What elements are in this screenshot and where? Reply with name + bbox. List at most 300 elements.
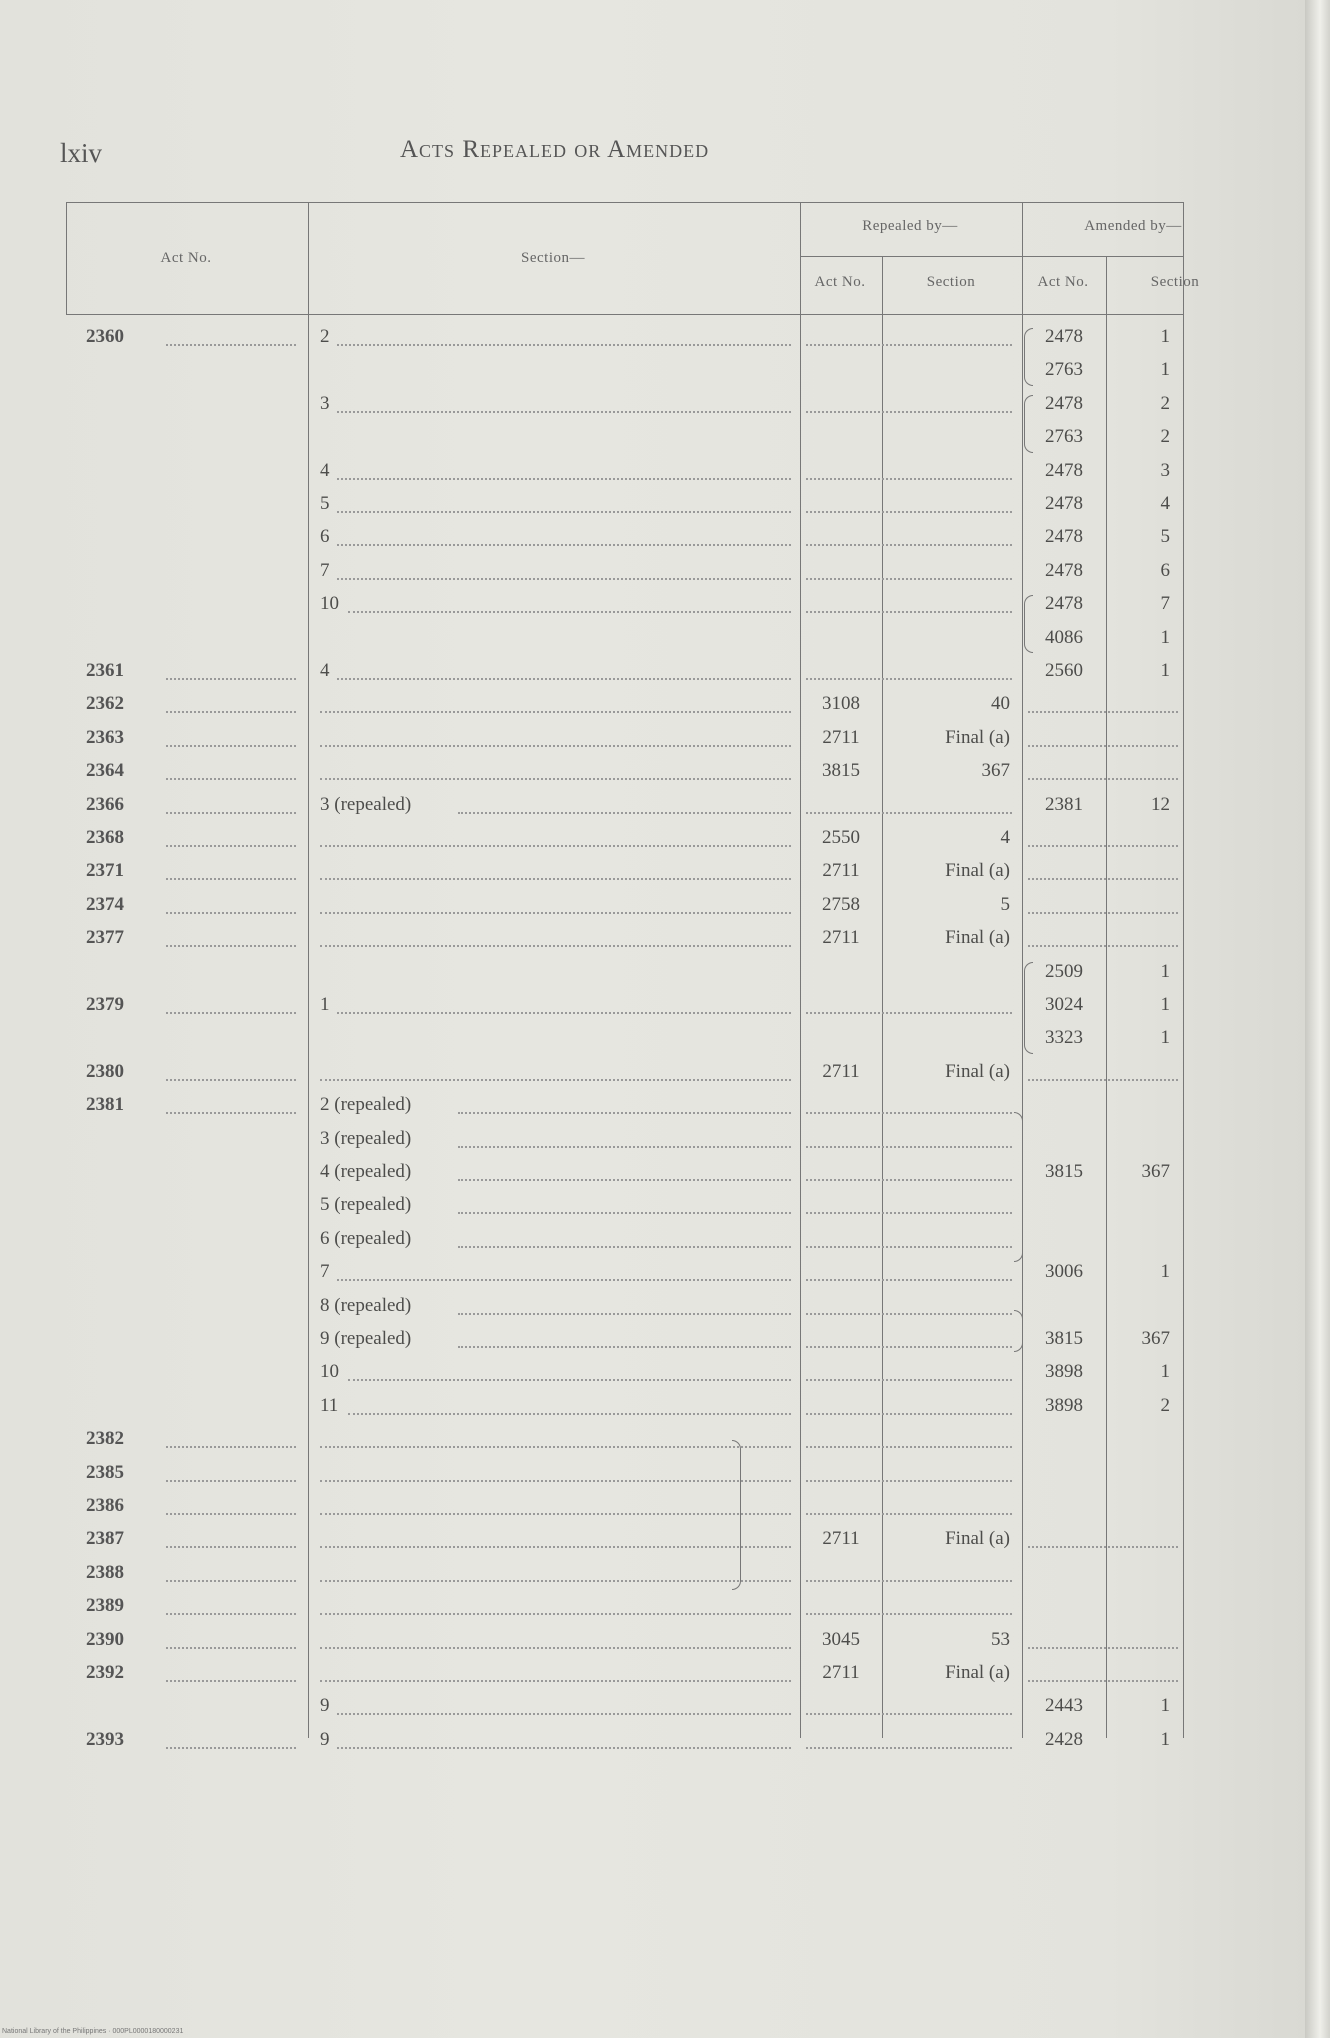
cell-section xyxy=(320,756,540,786)
leader-dots xyxy=(166,1546,296,1548)
cell-amd-sec: 12 xyxy=(1151,793,1170,815)
cell-act: 2371 xyxy=(86,860,124,882)
cell-amd-act xyxy=(1024,1224,1104,1254)
cell-act: 2360 xyxy=(86,326,124,347)
col-rule xyxy=(1022,202,1023,1738)
cell-amd-act xyxy=(1024,1491,1104,1521)
cell-rep-sec: 53 xyxy=(991,1628,1010,1650)
cell-rep-sec xyxy=(884,1357,1010,1387)
cell-rep-sec: 4 xyxy=(1000,827,1010,848)
cell-rep-act xyxy=(802,1190,880,1220)
header-bottom-rule xyxy=(66,314,1183,315)
leader-dots xyxy=(166,678,296,680)
cell-rep-act xyxy=(802,957,880,987)
leader-dots xyxy=(320,711,791,713)
cell-act xyxy=(86,589,226,619)
cell-rep-act xyxy=(802,1591,880,1621)
leader-dots xyxy=(320,878,791,880)
cell-rep-sec xyxy=(884,656,1010,686)
leader-dots xyxy=(806,678,1012,680)
cell-rep-sec xyxy=(884,322,1010,352)
cell-act: 2388 xyxy=(86,1561,124,1583)
cell-rep-sec xyxy=(884,1558,1010,1588)
cell-act xyxy=(86,422,226,452)
col-rule xyxy=(800,202,801,1738)
cell-rep-sec: Final (a) xyxy=(945,860,1010,882)
leader-dots xyxy=(337,1279,791,1281)
leader-dots xyxy=(458,1146,791,1148)
cell-rep-sec xyxy=(884,1157,1010,1187)
leader-dots xyxy=(458,1212,791,1214)
cell-amd-act: 4086 xyxy=(1045,626,1083,648)
leader-dots xyxy=(458,1246,791,1248)
cell-rep-act xyxy=(802,1090,880,1120)
cell-section xyxy=(320,1625,540,1655)
leader-dots xyxy=(320,912,791,914)
cell-act xyxy=(86,1157,226,1187)
cell-section: 6 xyxy=(320,526,330,548)
cell-amd-act: 2509 xyxy=(1045,960,1083,982)
leader-dots xyxy=(1028,1647,1178,1649)
leader-dots xyxy=(337,578,791,580)
cell-rep-sec xyxy=(884,623,1010,653)
leader-dots xyxy=(806,1747,1012,1749)
cell-rep-act xyxy=(802,790,880,820)
cell-section xyxy=(320,1524,540,1554)
cell-section: 11 xyxy=(320,1394,339,1416)
leader-dots xyxy=(806,1413,1012,1415)
cell-amd-act xyxy=(1024,1558,1104,1588)
leader-dots xyxy=(1028,945,1178,947)
cell-amd-sec: 6 xyxy=(1160,559,1170,581)
cell-rep-act xyxy=(802,1157,880,1187)
cell-rep-act xyxy=(802,623,880,653)
cell-rep-sec xyxy=(884,1691,1010,1721)
leader-dots xyxy=(1028,1079,1178,1081)
cell-section: 3 xyxy=(320,392,330,414)
table-top-rule xyxy=(66,202,1183,203)
cell-rep-sec xyxy=(884,1591,1010,1621)
cell-section: 4 (repealed) xyxy=(320,1161,412,1182)
cell-act: 2381 xyxy=(86,1094,124,1116)
leader-dots xyxy=(1028,912,1178,914)
leader-dots xyxy=(806,611,1012,613)
cell-amd-sec xyxy=(1108,1625,1170,1655)
cell-act xyxy=(86,1190,226,1220)
cell-act: 2380 xyxy=(86,1060,124,1082)
leader-dots xyxy=(1028,845,1178,847)
cell-amd-sec xyxy=(1108,1558,1170,1588)
cell-amd-act: 2478 xyxy=(1045,459,1083,481)
cell-amd-act xyxy=(1024,1591,1104,1621)
cell-section: 2 xyxy=(320,326,330,347)
header-repealed-section: Section xyxy=(926,274,976,290)
cell-rep-act xyxy=(802,556,880,586)
cell-rep-act xyxy=(802,1357,880,1387)
cell-rep-sec xyxy=(884,355,1010,385)
cell-rep-sec xyxy=(884,990,1010,1020)
leader-dots xyxy=(806,1279,1012,1281)
cell-rep-act xyxy=(802,1725,880,1755)
cell-act xyxy=(86,355,226,385)
cell-amd-sec: 1 xyxy=(1160,1728,1170,1750)
book-spine-edge xyxy=(1305,0,1330,2038)
cell-act: 2389 xyxy=(86,1595,124,1617)
cell-section: 4 xyxy=(320,660,330,681)
cell-amd-sec xyxy=(1108,1491,1170,1521)
cell-rep-act xyxy=(802,1257,880,1287)
cell-rep-act xyxy=(802,1691,880,1721)
cell-act xyxy=(86,489,226,519)
leader-dots xyxy=(166,1079,296,1081)
cell-section: 3 (repealed) xyxy=(320,1127,412,1149)
leader-dots xyxy=(1028,1680,1178,1682)
leader-dots xyxy=(166,745,296,747)
leader-dots xyxy=(166,1112,296,1114)
leader-dots xyxy=(320,745,791,747)
cell-rep-act: 2711 xyxy=(822,860,860,882)
leader-dots xyxy=(1028,745,1178,747)
leader-dots xyxy=(806,511,1012,513)
cell-rep-sec xyxy=(884,1090,1010,1120)
cell-amd-act: 3815 xyxy=(1045,1328,1083,1349)
cell-act xyxy=(86,1391,226,1421)
cell-rep-sec xyxy=(884,957,1010,987)
cell-section: 5 xyxy=(320,493,330,514)
leader-dots xyxy=(320,778,791,780)
cell-act: 2387 xyxy=(86,1528,124,1550)
leader-dots xyxy=(320,1480,791,1482)
cell-rep-sec: 5 xyxy=(1000,893,1010,915)
leader-dots xyxy=(166,1446,296,1448)
cell-amd-sec xyxy=(1108,689,1170,719)
leader-dots xyxy=(320,1613,791,1615)
cell-amd-act xyxy=(1024,689,1104,719)
leader-dots xyxy=(806,1179,1012,1181)
cell-rep-sec xyxy=(884,1491,1010,1521)
cell-amd-act xyxy=(1024,1625,1104,1655)
cell-act: 2377 xyxy=(86,927,124,949)
header-amended-section: Section xyxy=(1150,274,1200,290)
cell-section: 5 (repealed) xyxy=(320,1194,412,1216)
cell-amd-sec xyxy=(1108,723,1170,753)
cell-act: 2364 xyxy=(86,760,124,782)
cell-act: 2386 xyxy=(86,1495,124,1516)
cell-rep-sec xyxy=(884,1424,1010,1454)
leader-dots xyxy=(320,1647,791,1649)
cell-section xyxy=(320,623,540,653)
header-repealed-by: Repealed by— xyxy=(862,218,958,234)
cell-section xyxy=(320,1558,540,1588)
cell-amd-sec xyxy=(1108,823,1170,853)
cell-amd-act: 2763 xyxy=(1045,426,1083,448)
leader-dots xyxy=(166,1480,296,1482)
cell-amd-act: 2478 xyxy=(1045,392,1083,414)
cell-rep-sec: Final (a) xyxy=(945,1528,1010,1550)
cell-section xyxy=(320,856,540,886)
cell-rep-sec: Final (a) xyxy=(945,726,1010,748)
cell-rep-act xyxy=(802,1224,880,1254)
cell-rep-sec: 367 xyxy=(981,760,1010,782)
leader-dots xyxy=(337,678,791,680)
cell-amd-sec xyxy=(1108,1291,1170,1321)
leader-dots xyxy=(806,1480,1012,1482)
cell-amd-sec: 1 xyxy=(1160,1695,1170,1717)
page-title: Acts Repealed or Amended xyxy=(400,136,710,163)
cell-amd-sec: 1 xyxy=(1160,326,1170,347)
cell-act xyxy=(86,1357,226,1387)
cell-rep-sec xyxy=(884,389,1010,419)
cell-rep-sec: Final (a) xyxy=(945,927,1010,949)
leader-dots xyxy=(320,945,791,947)
cell-amd-act xyxy=(1024,1524,1104,1554)
leader-dots xyxy=(806,1012,1012,1014)
cell-section xyxy=(320,1424,540,1454)
leader-dots xyxy=(337,344,791,346)
leader-dots xyxy=(337,1713,791,1715)
cell-amd-sec: 2 xyxy=(1160,426,1170,448)
cell-act: 2392 xyxy=(86,1662,124,1683)
cell-section: 9 xyxy=(320,1728,330,1750)
leader-dots xyxy=(166,1680,296,1682)
leader-dots xyxy=(806,1446,1012,1448)
cell-amd-sec: 367 xyxy=(1141,1328,1170,1349)
cell-amd-sec: 1 xyxy=(1160,660,1170,681)
leader-dots xyxy=(806,1379,1012,1381)
leader-dots xyxy=(348,1379,791,1381)
cell-amd-sec xyxy=(1108,1424,1170,1454)
cell-section: 1 xyxy=(320,994,330,1015)
leader-dots xyxy=(166,1747,296,1749)
cell-amd-act xyxy=(1024,823,1104,853)
cell-amd-act: 2443 xyxy=(1045,1695,1083,1717)
cell-section: 2 (repealed) xyxy=(320,1094,412,1116)
leader-dots xyxy=(166,1580,296,1582)
cell-amd-sec: 2 xyxy=(1160,392,1170,414)
leader-dots xyxy=(166,1613,296,1615)
leader-dots xyxy=(348,1413,791,1415)
cell-amd-sec: 3 xyxy=(1160,459,1170,481)
cell-rep-sec: Final (a) xyxy=(945,1060,1010,1082)
cell-section xyxy=(320,723,540,753)
cell-rep-sec xyxy=(884,556,1010,586)
cell-amd-act xyxy=(1024,1424,1104,1454)
cell-amd-act xyxy=(1024,1291,1104,1321)
cell-act: 2362 xyxy=(86,693,124,715)
cell-amd-sec: 4 xyxy=(1160,493,1170,514)
cell-act xyxy=(86,456,226,486)
cell-act: 2390 xyxy=(86,1628,124,1650)
cell-section xyxy=(320,1458,540,1488)
cell-act xyxy=(86,1124,226,1154)
cell-act: 2361 xyxy=(86,660,124,681)
cell-amd-sec xyxy=(1108,1090,1170,1120)
cell-amd-sec xyxy=(1108,1124,1170,1154)
cell-amd-act xyxy=(1024,756,1104,786)
leader-dots xyxy=(166,1513,296,1515)
leader-dots xyxy=(806,1613,1012,1615)
leader-dots xyxy=(458,1313,791,1315)
cell-section: 8 (repealed) xyxy=(320,1294,412,1316)
cell-amd-act xyxy=(1024,1090,1104,1120)
cell-section xyxy=(320,1658,540,1688)
cell-rep-act xyxy=(802,355,880,385)
leader-dots xyxy=(166,711,296,713)
leader-dots xyxy=(166,878,296,880)
cell-section: 9 xyxy=(320,1695,330,1717)
leader-dots xyxy=(806,1313,1012,1315)
cell-amd-act xyxy=(1024,890,1104,920)
cell-rep-sec xyxy=(884,790,1010,820)
cell-rep-act xyxy=(802,389,880,419)
cell-act: 2366 xyxy=(86,793,124,815)
cell-section xyxy=(320,1491,540,1521)
footer-note: National Library of the Philippines · 000PL0000180000231 xyxy=(2,2028,184,2035)
cell-rep-sec xyxy=(884,1257,1010,1287)
leader-dots xyxy=(806,344,1012,346)
cell-section: 4 xyxy=(320,459,330,481)
cell-act xyxy=(86,1291,226,1321)
cell-amd-sec xyxy=(1108,923,1170,953)
cell-section: 6 (repealed) xyxy=(320,1227,412,1249)
cell-amd-act xyxy=(1024,1458,1104,1488)
cell-act xyxy=(86,1324,226,1354)
cell-amd-act xyxy=(1024,723,1104,753)
leader-dots xyxy=(320,1546,791,1548)
cell-amd-act xyxy=(1024,1190,1104,1220)
cell-amd-act xyxy=(1024,923,1104,953)
cell-amd-sec xyxy=(1108,1224,1170,1254)
cell-amd-sec xyxy=(1108,1057,1170,1087)
cell-rep-sec: Final (a) xyxy=(945,1662,1010,1683)
cell-section: 7 xyxy=(320,559,330,581)
cell-act xyxy=(86,623,226,653)
cell-rep-sec xyxy=(884,1224,1010,1254)
cell-amd-act: 3024 xyxy=(1045,994,1083,1015)
cell-rep-act xyxy=(802,1023,880,1053)
cell-section xyxy=(320,957,540,987)
cell-act: 2379 xyxy=(86,994,124,1015)
cell-rep-sec xyxy=(884,1324,1010,1354)
cell-amd-sec: 1 xyxy=(1160,960,1170,982)
leader-dots xyxy=(166,1647,296,1649)
cell-act xyxy=(86,1224,226,1254)
cell-rep-act xyxy=(802,990,880,1020)
col-rule xyxy=(308,202,309,1738)
leader-dots xyxy=(166,945,296,947)
leader-dots xyxy=(320,845,791,847)
cell-rep-sec xyxy=(884,1190,1010,1220)
cell-rep-sec xyxy=(884,522,1010,552)
cell-amd-sec xyxy=(1108,756,1170,786)
cell-section xyxy=(320,1591,540,1621)
leader-dots xyxy=(806,1580,1012,1582)
cell-rep-act: 3045 xyxy=(822,1628,860,1650)
cell-act xyxy=(86,556,226,586)
cell-rep-act: 2711 xyxy=(822,1060,860,1082)
leader-dots xyxy=(320,1079,791,1081)
cell-act: 2382 xyxy=(86,1428,124,1450)
cell-act xyxy=(86,1691,226,1721)
cell-amd-act: 2381 xyxy=(1045,793,1083,815)
cell-rep-act: 2758 xyxy=(822,893,860,915)
cell-act xyxy=(86,1257,226,1287)
cell-rep-act: 2711 xyxy=(822,1662,860,1683)
cell-amd-sec: 5 xyxy=(1160,526,1170,548)
cell-amd-sec: 2 xyxy=(1160,1394,1170,1416)
cell-rep-act: 3815 xyxy=(822,760,860,782)
leader-dots xyxy=(337,511,791,513)
cell-act: 2385 xyxy=(86,1461,124,1483)
cell-amd-act: 3898 xyxy=(1045,1394,1083,1416)
cell-rep-sec xyxy=(884,1291,1010,1321)
cell-amd-sec: 1 xyxy=(1160,994,1170,1015)
cell-rep-act xyxy=(802,1391,880,1421)
cell-amd-sec: 367 xyxy=(1141,1161,1170,1182)
cell-rep-sec xyxy=(884,1023,1010,1053)
leader-dots xyxy=(806,1212,1012,1214)
header-split-rule xyxy=(800,256,1183,257)
cell-rep-act xyxy=(802,1124,880,1154)
leader-dots xyxy=(458,1179,791,1181)
cell-act: 2374 xyxy=(86,893,124,915)
leader-dots xyxy=(1028,1546,1178,1548)
brace-bracket xyxy=(1014,1310,1023,1352)
cell-rep-act xyxy=(802,656,880,686)
cell-amd-sec xyxy=(1108,890,1170,920)
cell-amd-sec xyxy=(1108,1190,1170,1220)
leader-dots xyxy=(806,1246,1012,1248)
leader-dots xyxy=(458,812,791,814)
cell-rep-sec xyxy=(884,456,1010,486)
leader-dots xyxy=(337,1012,791,1014)
leader-dots xyxy=(166,912,296,914)
leader-dots xyxy=(337,1747,791,1749)
cell-amd-act: 3006 xyxy=(1045,1261,1083,1283)
header-act-no: Act No. xyxy=(160,250,212,266)
cell-act xyxy=(86,1023,226,1053)
cell-amd-act xyxy=(1024,1057,1104,1087)
cell-rep-act: 3108 xyxy=(822,693,860,715)
cell-amd-act xyxy=(1024,856,1104,886)
cell-rep-act: 2711 xyxy=(822,1528,860,1550)
leader-dots xyxy=(806,411,1012,413)
cell-section xyxy=(320,355,540,385)
leader-dots xyxy=(320,1513,791,1515)
cell-rep-act xyxy=(802,1558,880,1588)
cell-section xyxy=(320,689,540,719)
leader-dots xyxy=(320,1680,791,1682)
cell-rep-sec xyxy=(884,1725,1010,1755)
cell-amd-sec xyxy=(1108,1524,1170,1554)
cell-amd-act xyxy=(1024,1658,1104,1688)
cell-section: 10 xyxy=(320,593,339,615)
cell-rep-act xyxy=(802,1324,880,1354)
cell-rep-act xyxy=(802,589,880,619)
brace-bracket xyxy=(732,1440,741,1590)
cell-amd-sec: 1 xyxy=(1160,626,1170,648)
leader-dots xyxy=(458,1346,791,1348)
cell-amd-sec xyxy=(1108,1658,1170,1688)
leader-dots xyxy=(166,812,296,814)
cell-amd-act: 2478 xyxy=(1045,326,1083,347)
header-repealed-act-no: Act No. xyxy=(814,274,866,290)
leader-dots xyxy=(1028,878,1178,880)
cell-amd-sec: 1 xyxy=(1160,1261,1170,1283)
cell-section: 10 xyxy=(320,1361,339,1383)
cell-section xyxy=(320,890,540,920)
cell-section xyxy=(320,422,540,452)
